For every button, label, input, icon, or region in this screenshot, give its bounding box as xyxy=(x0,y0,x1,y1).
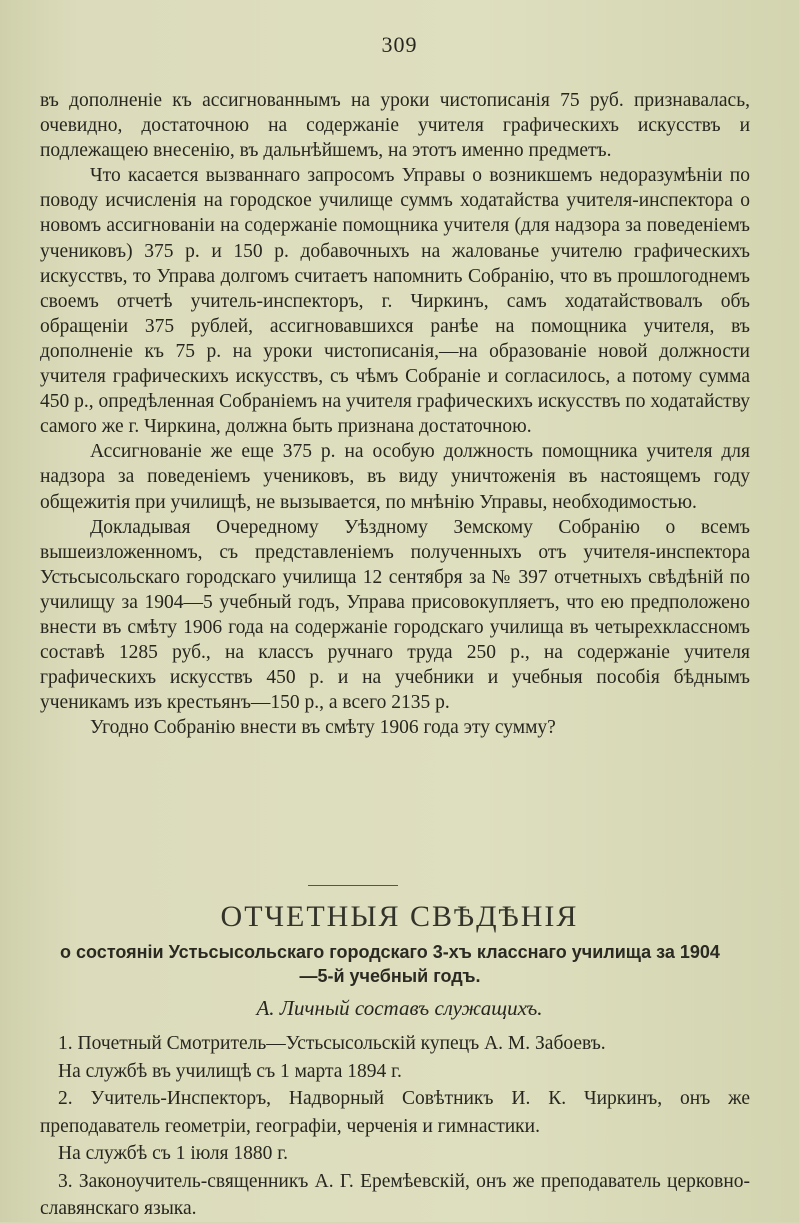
list-item: На службѣ съ 1 іюля 1880 г. xyxy=(58,1143,288,1164)
paragraph: Докладывая Очередному Уѣздному Земскому Собранію о всемъ вышеизложенномъ, съ представленіемъ полученныхъ отъ учителя-инспектора Устьсысольскаго городскаго училища 12 сентября за № 397 отчетныхъ свѣдѣній по училищу за 1904—5 учебный годъ, Управа присовокупляетъ, что ею предположено внести въ смѣту 1906 года на содержаніе городскаго училища въ четырехклассномъ составѣ 1285 руб., на классъ ручнаго труда 250 р., на содержаніе учителя графическихъ искусствъ 450 р. и на учебники и учебныя пособія бѣднымъ ученикамъ изъ крестьянъ—150 р., а всего 2135 р. xyxy=(40,516,750,714)
list-item: 1. Почетный Смотритель—Устьсысольскій купецъ А. М. Забоевъ. xyxy=(58,1033,606,1054)
report-subtitle: о состояніи Устьсысольскаго городскаго 3-хъ класснаго училища за 1904—5-й учебный годъ. xyxy=(60,942,720,986)
section-heading: А. Личный составъ служащихъ. xyxy=(256,996,543,1020)
paragraph: Ассигнованіе же еще 375 р. на особую должность помощника учителя для надзора за поведеніемъ учениковъ, въ виду уничтоженія въ настоящемъ году общежитія при училищѣ, не вызывается, по мнѣнію Управы, необходимостью. xyxy=(40,441,750,513)
list-item: 2. Учитель-Инспекторъ, Надворный Совѣтникъ И. К. Чиркинъ, онъ же преподаватель геометріи, географіи, черченія и гимнастики. xyxy=(40,1088,750,1137)
list-item: На службѣ въ училищѣ съ 1 марта 1894 г. xyxy=(58,1060,402,1082)
list-item: 3. Законоучитель-священникъ А. Г. Еремѣевскій, онъ же преподаватель церковно-славянскаго языка. xyxy=(40,1170,750,1219)
paragraph: въ дополненіе къ ассигнованнымъ на уроки чистописанія 75 руб. признавалась, очевидно, достаточною на содержаніе учителя графическихъ искусствъ и подлежащею внесенію, въ дальнѣйшемъ, на этотъ именно предметъ. xyxy=(40,90,750,162)
staff-list xyxy=(40,1030,750,1223)
body-text xyxy=(40,88,750,740)
page-number: 309 xyxy=(381,32,418,57)
report-title: ОТЧЕТНЫЯ СВѢДѢНІЯ xyxy=(220,900,579,933)
paragraph: Что касается вызваннаго запросомъ Управы о возникшемъ недоразумѣніи по поводу исчисленія на городское училище суммъ ходатайства учителя-инспектора о новомъ ассигнованіи на содержаніе помощника учителя (для надзора за поведеніемъ учениковъ) 375 р. и 150 р. добавочныхъ на жалованье учителю графическихъ искусствъ, то Управа долгомъ считаетъ напомнить Собранію, что въ прошлогоднемъ своемъ отчетѣ учитель-инспекторъ, г. Чиркинъ, самъ ходатайствовалъ объ обращеніи 375 рублей, ассигновавшихся ранѣе на помощника учителя, въ дополненіе къ 75 р. на уроки чистописанія,—на образованіе новой должности учителя графическихъ искусствъ, съ чѣмъ Собраніе и согласилось, а потому сумма 450 р., опредѣленная Собраніемъ на учителя графическихъ искусствъ по ходатайству самого же г. Чиркина, должна быть признана достаточною. xyxy=(40,165,750,438)
paragraph: Угодно Собранію внести въ смѣту 1906 года эту сумму? xyxy=(90,717,556,739)
section-divider xyxy=(308,885,398,886)
